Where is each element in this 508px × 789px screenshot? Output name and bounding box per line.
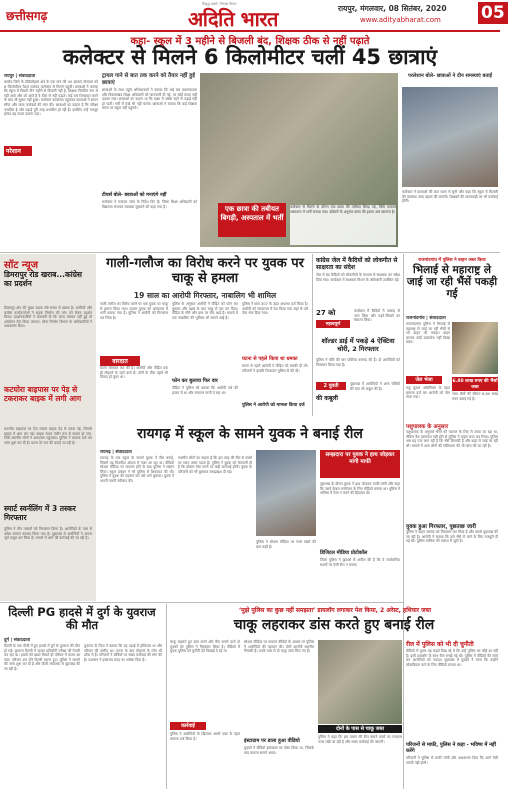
right-tag: जेल भेजा: [406, 376, 442, 384]
right-headline: भिलाई से महाराष्ट्र ले जाई जा रही भैंसें पकड़ी गई: [406, 264, 498, 301]
mid-box-title: घटना से पहले किया था धमका: [242, 356, 298, 362]
side-caption: परलेशान बोले- छात्राओं ने दीन समस्याएं बताईं: [407, 73, 492, 79]
bottom-mid-headline: चाकू लहराकर डांस करते हुए बनाई रील: [233, 617, 435, 633]
school-text1: रायगढ़ के एक स्कूल के सामने युवक ने रील बनाई, जिसमें वह विवादित अंदाज में नजर आ रहा था। वीडियो सोशल मीडिया पर वायरल होने के बाद पुलिस ने संज्ञान लिया। स्कूल प्रबंधन ने भी पुलिस से शिकायत की थी। पुलिस ने युवक की पहचान कर उसे थाने बुलाया। युवक ने अपनी गलती स्वीकार की।: [100, 456, 174, 483]
bottom-mid-text2: पुलिस ने आरोपियों के खिलाफ आर्म्स एक्ट के तहत मामला दर्ज किया है।: [170, 732, 240, 741]
right-sub2: युवक हुआ गिरफ्तार, पूछताछ जारी: [406, 524, 476, 530]
page-header: [0, 0, 505, 32]
bottom-mid-photo: [318, 640, 402, 724]
school-text5: जिला पुलिस ने युवाओं से अपील की है कि वे सार्वजनिक स्थानों पर ऐसी रील न बनाएं।: [320, 558, 400, 567]
divider-mid: [312, 254, 313, 416]
bottom-left-headline: दिल्ली PG हादसे में दुर्ग के युवराज की मौत: [8, 605, 156, 633]
mid-text-col1: गाली-गलौज का विरोध करने पर एक युवक पर चाकू से हमला किया गया। घायल युवक को अस्पताल में भर्ती कराया गया है। पुलिस ने आरोपी को गिरफ्तार कर लिया है।: [100, 302, 168, 320]
mid-subhead3: पुलिस ने आरोपी को मामला किया दर्ज: [242, 403, 305, 408]
bottom-mid-text3: सोशल मीडिया पर वायरल वीडियो के आधार पर पुलिस ने आरोपियों की पहचान की। दोनों आरोपी स्थानीय निवासी हैं। उनके पास से दो चाकू जब्त किए गए हैं।: [244, 640, 314, 654]
school-byline: रायगढ़ | संवाददाता: [100, 450, 132, 455]
left-story1-text: डिमरापुर क्षेत्र की मुख्य सड़क लंबे समय से खराब है। ग्रामीणों और कांग्रेस कार्यकर्ताओं ने सड़क निर्माण की मांग को लेकर प्रदर्शन किया। प्रदर्शनकारियों ने चेतावनी दी कि जल्द मरम्मत नहीं हुई तो आंदोलन तेज किया जाएगा। लोक निर्माण विभाग के अधिकारियों ने आश्वासन दिया।: [4, 306, 92, 329]
top-story-kicker: कहा- स्कूल में 3 महीने से बिजली बंद, शिक्षक ठीक से नहीं पढ़ाते: [130, 36, 370, 47]
kanker-text: जेल में बंद कैदियों को लोकगीतों के माध्यम से साक्षरता का संदेश दिया गया। कार्यक्रम में साक्षरता मिशन के अधिकारी उपस्थित रहे।: [316, 273, 400, 282]
mid-text-col3b: घटना से पहले आरोपी ने पीड़ित को धमकी दी थी। परिजनों ने इसकी शिकायत पुलिस से की थी।: [242, 364, 308, 373]
school-sub: डिजिटल मीडिया प्रोटोकॉल: [320, 550, 368, 556]
mid-label: वारदात: [100, 356, 140, 366]
mid-text-col2b: पीड़ित ने पुलिस को बताया कि आरोपी नशे की हालत में था और लगातार गाली दे रहा था।: [172, 386, 238, 395]
bottom-mid-sub: इंस्टाग्राम पर डाला हुआ वीडियो: [244, 738, 300, 744]
divider-bottom: [0, 602, 403, 603]
school-box-text: सम्झदारा पर युवक ने हाथ जोड़कर मांगी माफी: [325, 452, 395, 465]
bottom-mid-caption: दोनों के पास से चाकू जब्त: [318, 725, 402, 733]
bold-line: टीचर्स बोले- छात्राओं को मनाएंगे नहीं: [102, 193, 167, 198]
bottom-right-title: रील में पुलिस को भी दी चुनौती: [406, 641, 474, 648]
masthead-logo: [178, 2, 328, 31]
divider-right: [403, 254, 404, 789]
top-story-text-col2b: कलेक्टर ने तत्काल जांच के निर्देश दिए हैं। जिला शिक्षा अधिकारी को विद्यालय भेजकर व्यवस्था सुधारने को कहा गया है।: [102, 200, 197, 209]
bottom-right-text1: वीडियो में युवक यह कहते दिख रहे थे कि उन्हें पुलिस का कोई डर नहीं है। इसी डायलॉग के साथ रील बनाई गई थी। पुलिस ने वीडियो की जांच कर आरोपियों को पकड़ा। पूछताछ में युवकों ने माना कि उन्होंने लोकप्रियता पाने के लिए वीडियो बनाया था।: [406, 649, 498, 667]
mid-text-col2: पुलिस के अनुसार आरोपी ने पीड़ित को फोन कर बुलाया और बहस के बाद चाकू से वार कर दिया। पीड़ित के सीने और हाथ पर चोट आई है। मामले में एक नाबालिग की भूमिका भी सामने आई है।: [172, 302, 238, 320]
top-story-byline: रायपुर | संवाददाता: [4, 74, 36, 79]
photo-caption: एक छात्रा की तबीयत बिगड़ी, अस्पताल में भर्ती: [220, 205, 284, 222]
right-highlight: 6.80 लाख रुपए की भैंसों जब्त: [452, 379, 498, 390]
bottom-mid-text4: युवकों ने वीडियो इंस्टाग्राम पर पोस्ट किया था, जिसके बाद मामला सामने आया।: [244, 746, 314, 755]
bottom-mid-text5: पुलिस ने कहा कि इस प्रकार की रील बनाने वालों पर लगातार नजर रखी जा रही है और सख्त कार्रवाई की जाएगी।: [318, 735, 402, 744]
kanker-text2: कार्यक्रम में कैदियों ने उत्साह से भाग लिया और पढ़ने-लिखने का संकल्प लिया।: [354, 309, 400, 323]
brand-tag: सॉट न्यूज: [4, 260, 39, 271]
bottom-right-text2: परिजनों ने पुलिस से माफी मांगी और आश्वासन दिया कि आगे ऐसी गलती नहीं होगी।: [406, 756, 498, 765]
mid-subhead2: फोन कर बुलाया फिर वार: [172, 378, 218, 384]
kanker-tag3: की कबूली: [316, 395, 338, 402]
left-story3-title: स्मार्ट स्वर्नलिंग में 3 तस्कर गिरफ्तार: [4, 504, 76, 522]
kanker-text4: पूछताछ में आरोपियों ने अन्य चोरियों की बात भी कबूल की है।: [350, 382, 400, 391]
mid-story-subhead: 19 साल का आरोपी गिरफ्तार, नाबालिग भी शामिल: [133, 291, 277, 300]
bottom-mid-kicker: ‘मुझे पुलिस का कुछ नहीं समझता’ डायलॉग लगाकर पेश किया, 2 अरेस्ट, हथियार जब्त: [238, 607, 432, 614]
right-text5: पुलिस ने वाहन चालक को गिरफ्तार कर लिया है और उससे पूछताछ की जा रही है। आरोपी ने बताया कि उसे भैंसें ले जाने के लिए मजदूरी दी गई थी। पुलिस मालिक की तलाश में जुटी है।: [406, 530, 498, 544]
divider-bottom-mid: [166, 604, 167, 789]
kanker-sub: शॉल्डर डाई में पकड़े 4 ऐक्टिवा चोरी, 2 गिरफ्तार: [321, 337, 395, 353]
right-text4: पशुपालक के अनुसार भैंसों को व्यापार के लिए ले जाया जा रहा था, लेकिन वैध दस्तावेज नहीं होने से पुलिस ने वाहन जब्त कर लिया। पुलिस अब यह पता लगा रही है कि भैंसें किसकी हैं और कहां ले जाई जा रही थीं। मामले में अन्य लोगों की संलिप्तता की भी जांच की जा रही है।: [406, 430, 498, 448]
school-text4: पुलिस ने सोशल मीडिया पर नजर रखने की बात कही है।: [256, 540, 316, 549]
top-subhead: ट्रायल गाने से बात तक करने को तैयार नहीं हुई छात्राएं: [102, 73, 195, 86]
school-text3: पूछताछ के दौरान युवक ने हाथ जोड़कर माफी मांगी और कहा कि उसने केवल मनोरंजन के लिए वीडियो बनाया था। पुलिस ने भविष्य में ऐसा न करने की हिदायत दी।: [320, 482, 400, 496]
kanker-text3: पुलिस ने चोरी की चार एक्टिवा बरामद की हैं। दो आरोपियों को गिरफ्तार किया गया है।: [316, 358, 400, 367]
mid-story-headline: गाली-गलौज का विरोध करने पर युवक पर चाकू से हमला: [106, 256, 304, 286]
right-kicker: राजनांदगांव में पुलिस ने बाहन जब्त किया: [418, 258, 486, 263]
mid-text-col1b: घटना सोमवार रात की है। आरोपी और पीड़ित एक ही मोहल्ले के रहने वाले हैं। दोनों के बीच पहले भी विवाद हो चुका था।: [100, 366, 168, 380]
left-label: परेशान: [6, 148, 21, 155]
buffalo-photo: [452, 322, 498, 374]
mid-text-col3: पुलिस ने धारा 307 के तहत अपराध दर्ज किया है। आरोपी को न्यायालय में पेश किया गया जहां से उसे जेल भेज दिया गया।: [242, 302, 308, 316]
kanker-num: 27 को: [316, 309, 336, 317]
top-story-text-col2: छात्राओं के साथ पहुंचे अभिभावकों ने बताया कि कई बार प्रधानपाठक और विकासखंड शिक्षा अधिकारी को जानकारी दी गई, पर कोई कदम नहीं उठाया गया। छात्राओं का कहना था कि कक्षा में अंधेरा रहने से पढ़ाई नहीं हो पाती। गर्मी में पंखे भी नहीं चलते। छात्राओं ने बताया कि कई शिक्षक समय पर स्कूल नहीं पहुंचते।: [102, 88, 197, 111]
kanker-title: कांग्रेस जेल में कैदियों को लोकगीत से साक्षरता का संदेश: [316, 257, 398, 271]
page-number: 05: [478, 2, 508, 24]
dateline: रायपुर, मंगलवार, 08 सितंबर, 2020: [338, 4, 447, 13]
school-photo: [256, 450, 316, 536]
photo-inset-text: कलेक्टर से मिलने के दौरान एक छात्रा की तबीयत बिगड़ गई, जिसे तत्काल अस्पताल में भर्ती कराया गया। डॉक्टरों के अनुसार छात्रा की हालत अब सामान्य है।: [290, 205, 396, 245]
top-story-text-col4: कलेक्टर ने छात्राओं की बात ध्यान से सुनी और कहा कि स्कूल में बिजली की व्यवस्था जल्द बहाल की जाएगी। शिक्षकों की लापरवाही पर भी कार्रवाई होगी।: [402, 190, 498, 204]
top-story-text-col1: बालोद जिले के डौंडीलोहारा क्षेत्र के एक गांव की 45 छात्राएं सोमवार को 6 किलोमीटर पैदल चलकर कलेक्टर से मिलने पहुंचीं। छात्राओं ने बताया कि स्कूल में पिछले तीन महीने से बिजली नहीं है, शिक्षक नियमित रूप से नहीं आते और जो आते हैं वे ठीक से नहीं पढ़ाते। कई बार शिकायत करने के बाद भी सुधार नहीं हुआ। कलेक्टर कार्यालय पहुंचकर छात्राओं ने ज्ञापन सौंपा और जल्द कार्रवाई की मांग की। छात्राओं का कहना है कि परीक्षा नजदीक है और पढ़ाई पूरी तरह प्रभावित हो रही है। इसलिए उन्हें मजबूर होकर यह कदम उठाना पड़ा।: [4, 80, 98, 117]
bottom-mid-text1: चाकू लहराते हुए डांस करने और रील बनाने वाले दो युवकों को पुलिस ने गिरफ्तार किया है। वीडियो में युवक पुलिस को चुनौती देते दिखाई दे रहे थे।: [170, 640, 240, 654]
bottom-right-sub: परिजनों से माफ़ी, पुलिस ने कहा - भविष्य में नहीं करेंगे: [406, 742, 496, 754]
kanker-tag2: 2 युवती: [316, 382, 346, 390]
bottom-mid-tag: कार्रवाई: [170, 722, 206, 730]
bottom-left-text2: युवराज के पिता ने बताया कि वह पढ़ाई में होशियार था और परिवार की उम्मीद था। घटना के बाद मोहल्ले के लोग भी शोक में हैं। परिजनों ने दोषियों पर सख्त कार्रवाई की मांग की है। प्रशासन ने हरसंभव मदद का भरोसा दिया है।: [84, 644, 162, 662]
left-story1-title: डिमरापुर रोड खराब...कांग्रेस का प्रदर्शन: [4, 270, 82, 288]
bottom-left-byline: दुर्ग | संवाददाता: [4, 638, 31, 643]
top-story-headline: कलेक्टर से मिलने 6 किलोमीटर चलीं 45 छात्राएं: [62, 45, 438, 69]
divider-top: [0, 252, 500, 253]
right-text3: जब्त भैंसों की कीमत 6.80 लाख रुपए बताई गई है।: [452, 392, 498, 401]
website[interactable]: www.adityabharat.com: [360, 16, 441, 24]
bottom-left-text1: दिल्ली के एक पीजी में हुए हादसे में दुर्ग के युवराज की मौत हो गई। युवराज दिल्ली में रहकर प्रतियोगी परीक्षा की तैयारी कर रहा था। हादसे की खबर मिलते ही परिवार में मातम छा गया। परिजन शव लेने दिल्ली रवाना हुए। पुलिस ने मामले की जांच शुरू कर दी है और पीजी संचालक से पूछताछ की जा रही है।: [4, 644, 80, 671]
section-label: छत्तीसगढ़: [6, 9, 48, 23]
logo-tagline: विशुद्ध खबरें, निष्पक्ष विचार: [202, 2, 237, 6]
right-text2: पशु क्रूरता अधिनियम के तहत मामला दर्ज कर आरोपी को जेल भेजा गया।: [406, 386, 450, 400]
school-text2: स्थानीय लोगों का कहना है कि इस तरह की रील से बच्चों पर गलत असर पड़ता है। पुलिस ने युवक को चेतावनी दी है कि दोबारा ऐसा करने पर कड़ी कार्रवाई होगी। युवक के परिजनों को भी बुलाकर समझाइश दी गई।: [178, 456, 252, 474]
school-headline: रायगढ़ में स्कूल के सामने युवक ने बनाई रील: [137, 426, 363, 442]
right-byline: राजनांदगांव | संवाददाता: [406, 316, 446, 321]
collector-photo: [402, 87, 498, 187]
kanker-tag: महत्वपूर्ण: [316, 320, 350, 328]
right-text1: राजनांदगांव पुलिस ने भिलाई से महाराष्ट्र ले जाई जा रही भैंसों से भरे वाहन को पकड़ा। वाहन चालक कोई दस्तावेज नहीं दिखा सका।: [406, 322, 450, 345]
right-box-title: पशुपालक के अनुसार: [406, 424, 449, 430]
left-story3-text: पुलिस ने तीन तस्करों को गिरफ्तार किया है। आरोपियों के पास से अवैध सामान बरामद किया गया है। पूछताछ में आरोपियों ने अपना जुर्म कबूल कर लिया है। मामले में आगे की कार्रवाई की जा रही है।: [4, 527, 92, 541]
logo-text: अदिति भारत: [188, 7, 278, 31]
left-story2-title: कटघोरा बाइपास पर पेड़ से टकराकर बाइक में लगी आग: [4, 385, 82, 403]
left-story2-text: कटघोरा बाइपास पर तेज रफ्तार बाइक पेड़ से टकरा गई, जिससे बाइक में आग लग गई। बाइक सवार गंभीर रूप से घायल हो गया, जिसे स्थानीय लोगों ने अस्पताल पहुंचाया। पुलिस ने मामला दर्ज कर जांच शुरू कर दी है। घटना देर रात की बताई जा रही है।: [4, 427, 92, 445]
